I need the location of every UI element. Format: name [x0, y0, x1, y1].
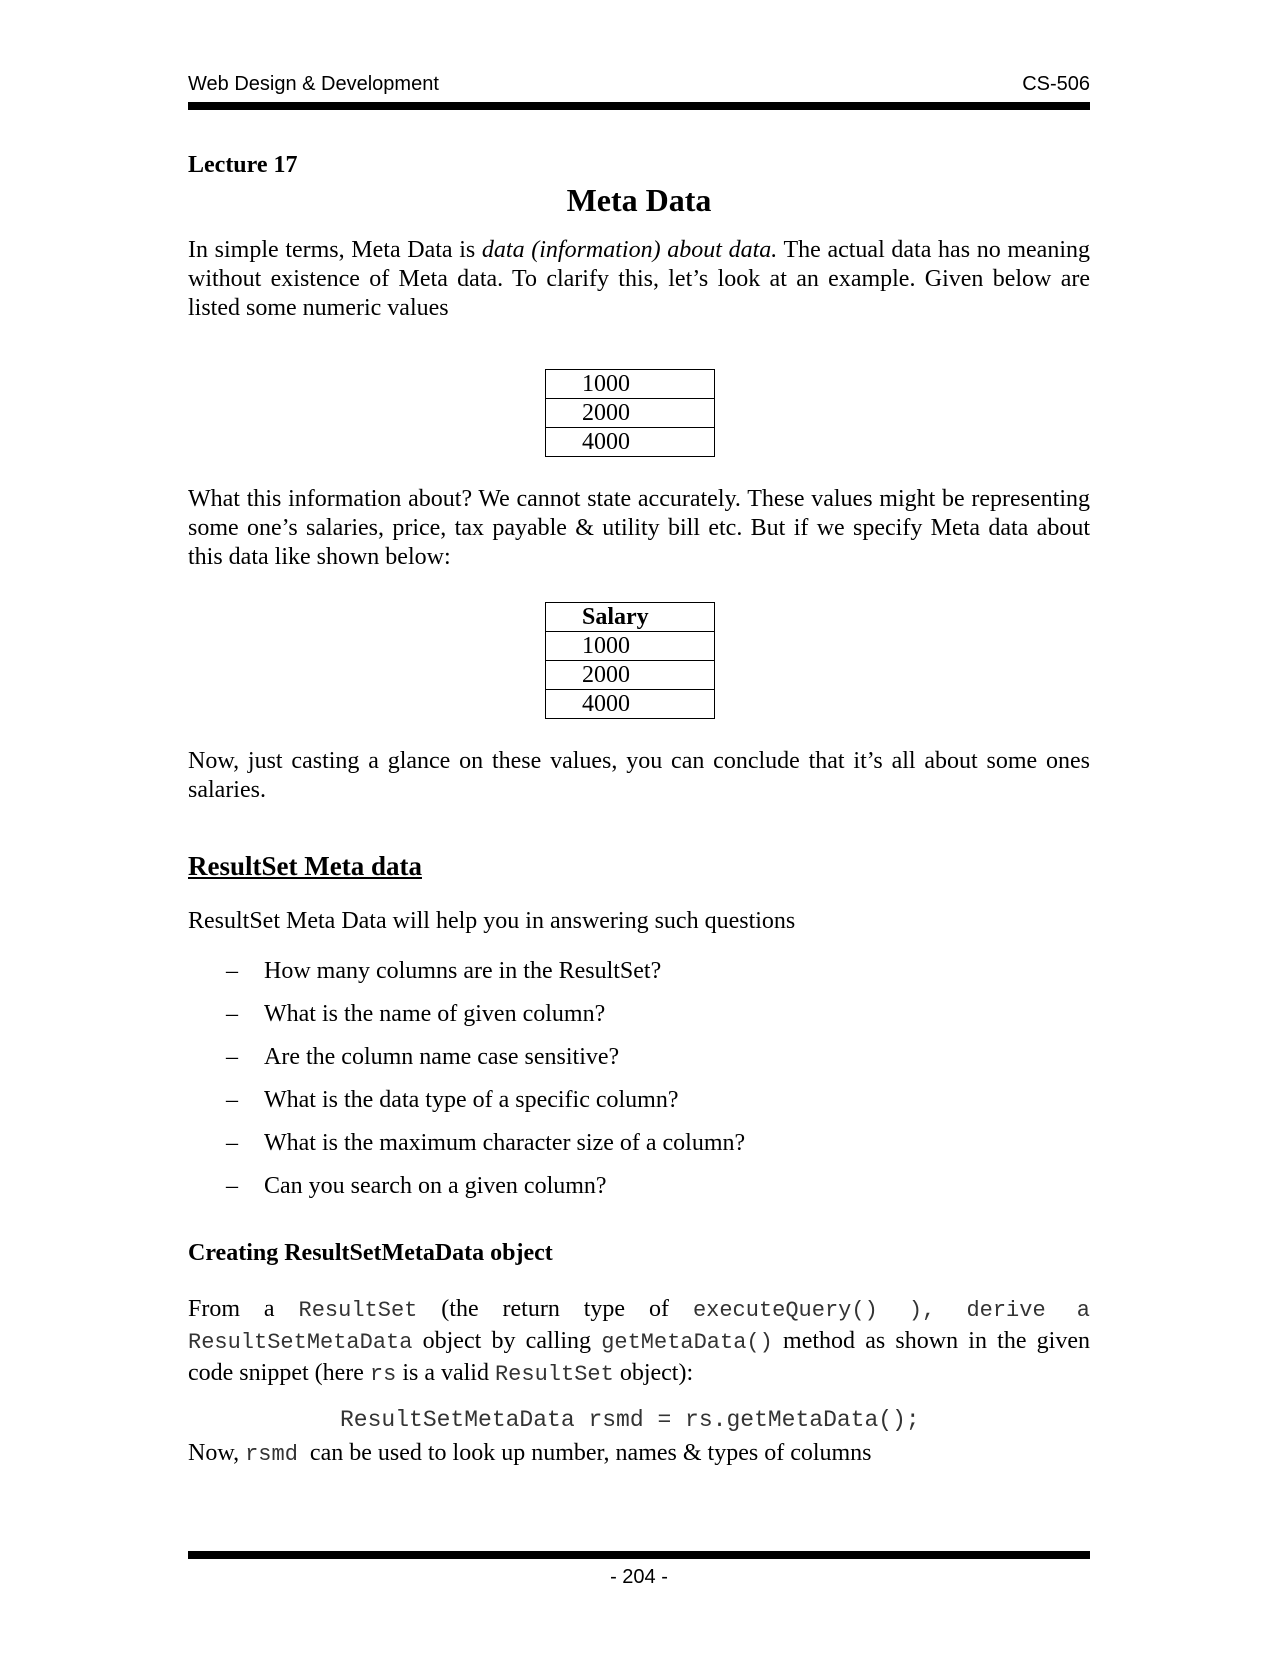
- table-row: [546, 370, 715, 399]
- footer-rule: [188, 1551, 1090, 1559]
- text-run: From a: [188, 1296, 299, 1322]
- code-term: ResultSetMetaData: [188, 1330, 413, 1355]
- table-header-row: [546, 603, 715, 632]
- text-run: can be used to look up number, names & types of columns: [297, 1440, 872, 1466]
- dash-bullet: –: [226, 1087, 238, 1113]
- list-item-text: What is the maximum character size of a column?: [264, 1130, 746, 1156]
- text-run: (the return type of: [417, 1296, 693, 1322]
- list-item-text: How many columns are in the ResultSet?: [264, 958, 662, 984]
- list-item: [188, 1042, 1090, 1085]
- intro-text-1: In simple terms, Meta Data is: [188, 237, 482, 263]
- code-term: rsmd: [245, 1442, 298, 1467]
- question-paragraph: What this information about? We cannot state accurately. These values might be representing some one’s salaries, price, tax payable & utility bill etc. But if we specify Meta data about this data like shown below:: [188, 486, 1090, 570]
- text-run: is a valid: [396, 1360, 495, 1386]
- lecture-label: Lecture 17: [188, 152, 298, 178]
- header-rule: [188, 102, 1090, 110]
- text-run: object by calling: [412, 1328, 602, 1354]
- code-term: executeQuery(): [692, 1298, 878, 1323]
- table-cell: 1000: [546, 632, 715, 661]
- text-run: object):: [613, 1360, 694, 1386]
- section-intro: ResultSet Meta Data will help you in answering such questions: [188, 908, 796, 934]
- text-run: ), derive a: [877, 1298, 1090, 1323]
- dash-bullet: –: [226, 958, 238, 984]
- subheading: Creating ResultSetMetaData object: [188, 1240, 553, 1266]
- code-term: ResultSet: [298, 1298, 418, 1323]
- list-item-text: What is the name of given column?: [264, 1001, 606, 1027]
- resultset-paragraph: [188, 1294, 1090, 1390]
- rsmd-paragraph: [188, 1439, 1090, 1469]
- list-item-text: Are the column name case sensitive?: [264, 1044, 620, 1070]
- code-term: getMetaData(): [601, 1330, 773, 1355]
- table-cell: 1000: [546, 370, 715, 399]
- table-cell: 2000: [546, 399, 715, 428]
- header-course-title: Web Design & Development: [188, 73, 439, 95]
- table-row: [546, 661, 715, 690]
- page-number: - 204 -: [610, 1566, 668, 1588]
- list-item: [188, 999, 1090, 1042]
- table-cell: 4000: [546, 428, 715, 457]
- table-cell: 2000: [546, 661, 715, 690]
- dash-bullet: –: [226, 1173, 238, 1199]
- list-item-text: Can you search on a given column?: [264, 1173, 607, 1199]
- dash-bullet: –: [226, 1130, 238, 1156]
- values-table: [545, 369, 715, 457]
- table-row: [546, 690, 715, 719]
- intro-text-2: The actual data has no meaning without existence of Meta data. To clarify this, let’s look at an example. Given below are listed some numeric values: [188, 237, 1091, 321]
- list-item: [188, 956, 1090, 999]
- list-item: [188, 1085, 1090, 1128]
- intro-emphasis: data (information) about data.: [481, 237, 778, 263]
- table-row: [546, 399, 715, 428]
- text-run: method as shown in the given code snippet (here: [188, 1328, 1090, 1386]
- table-cell: 4000: [546, 690, 715, 719]
- table-header-cell: Salary: [546, 603, 715, 632]
- header-course-code: CS-506: [1022, 73, 1090, 95]
- list-item: [188, 1128, 1090, 1171]
- code-line: ResultSetMetaData rsmd = rs.getMetaData();: [340, 1407, 920, 1433]
- page-title: Meta Data: [566, 182, 712, 218]
- conclusion-paragraph: Now, just casting a glance on these values, you can conclude that it’s all about some ones salaries.: [188, 748, 1090, 803]
- code-term: rs: [369, 1362, 397, 1387]
- code-term: ResultSet: [494, 1362, 614, 1387]
- salary-table: [545, 602, 715, 719]
- code-snippet: [188, 1402, 1090, 1437]
- table-row: [546, 632, 715, 661]
- text-run: Now,: [188, 1440, 246, 1466]
- list-item-text: What is the data type of a specific column?: [264, 1087, 679, 1113]
- page-header: [188, 72, 1090, 96]
- page-content: [188, 150, 1090, 1469]
- list-item: [188, 1171, 1090, 1214]
- table-row: [546, 428, 715, 457]
- section-heading: ResultSet Meta data: [188, 851, 422, 881]
- dash-bullet: –: [226, 1044, 238, 1070]
- intro-paragraph: [188, 236, 1090, 323]
- questions-list: [188, 956, 1090, 1214]
- dash-bullet: –: [226, 1001, 238, 1027]
